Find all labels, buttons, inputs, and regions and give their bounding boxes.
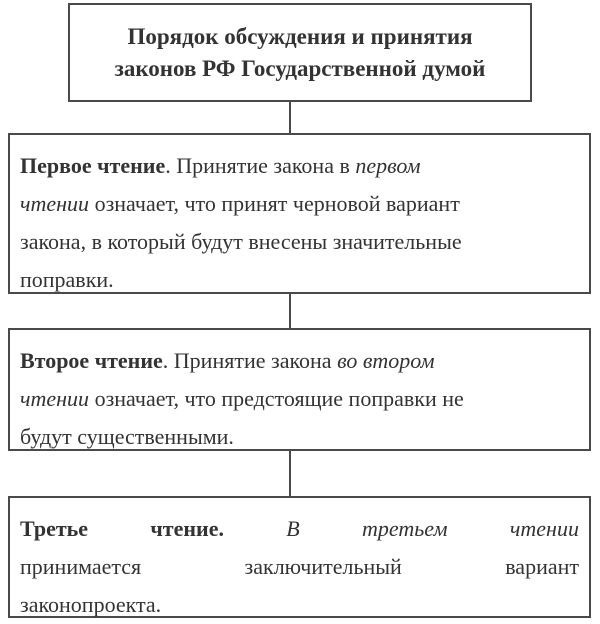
third-reading-word: законопроекта. (20, 592, 162, 617)
first-reading-text: . Принятие закона в (165, 153, 356, 178)
third-reading-word: принимается (20, 554, 142, 579)
third-reading-emphasis-word: третьем (362, 516, 448, 541)
third-reading-line-1 (20, 510, 579, 548)
second-reading-line-1 (20, 342, 579, 380)
third-reading-box (8, 496, 591, 618)
first-reading-text: закона, в который будут внесены значительные (20, 229, 462, 254)
third-reading-heading-word: Третье (20, 516, 89, 541)
second-reading-line-3 (20, 418, 579, 456)
diagram-title-line-1: Порядок обсуждения и принятия (127, 23, 473, 49)
first-reading-line-4 (20, 261, 579, 299)
third-reading-emphasis-word: В (286, 516, 300, 541)
connector-title-step1 (289, 102, 291, 133)
second-reading-emphasis: чтении (20, 386, 90, 411)
second-reading-emphasis: во втором (337, 348, 435, 373)
connector-step1-step2 (289, 294, 291, 328)
first-reading-line-3 (20, 223, 579, 261)
second-reading-text: . Принятие закона (162, 348, 338, 373)
third-reading-word: заключительный (244, 554, 402, 579)
first-reading-text: поправки. (20, 267, 114, 292)
diagram-title-line-2: законов РФ Государственной думой (114, 55, 486, 81)
third-reading-heading-word: чтение. (150, 516, 224, 541)
first-reading-box (8, 133, 591, 294)
first-reading-emphasis: чтении (20, 191, 90, 216)
diagram-title-box (68, 3, 532, 102)
second-reading-heading: Второе чтение (20, 348, 163, 373)
second-reading-text: будут существенными. (20, 424, 234, 449)
third-reading-emphasis-word: чтении (509, 516, 579, 541)
first-reading-line-1 (20, 147, 579, 185)
second-reading-text: означает, что предстоящие поправки не (89, 386, 464, 411)
connector-step2-step3 (289, 451, 291, 496)
second-reading-box (8, 328, 591, 451)
second-reading-line-2 (20, 380, 579, 418)
third-reading-line-2 (20, 548, 579, 586)
first-reading-emphasis: первом (355, 153, 421, 178)
first-reading-text: означает, что принят черновой вариант (89, 191, 460, 216)
first-reading-line-2 (20, 185, 579, 223)
first-reading-heading: Первое чтение (20, 153, 166, 178)
third-reading-line-3 (20, 586, 579, 624)
third-reading-word: вариант (505, 554, 579, 579)
